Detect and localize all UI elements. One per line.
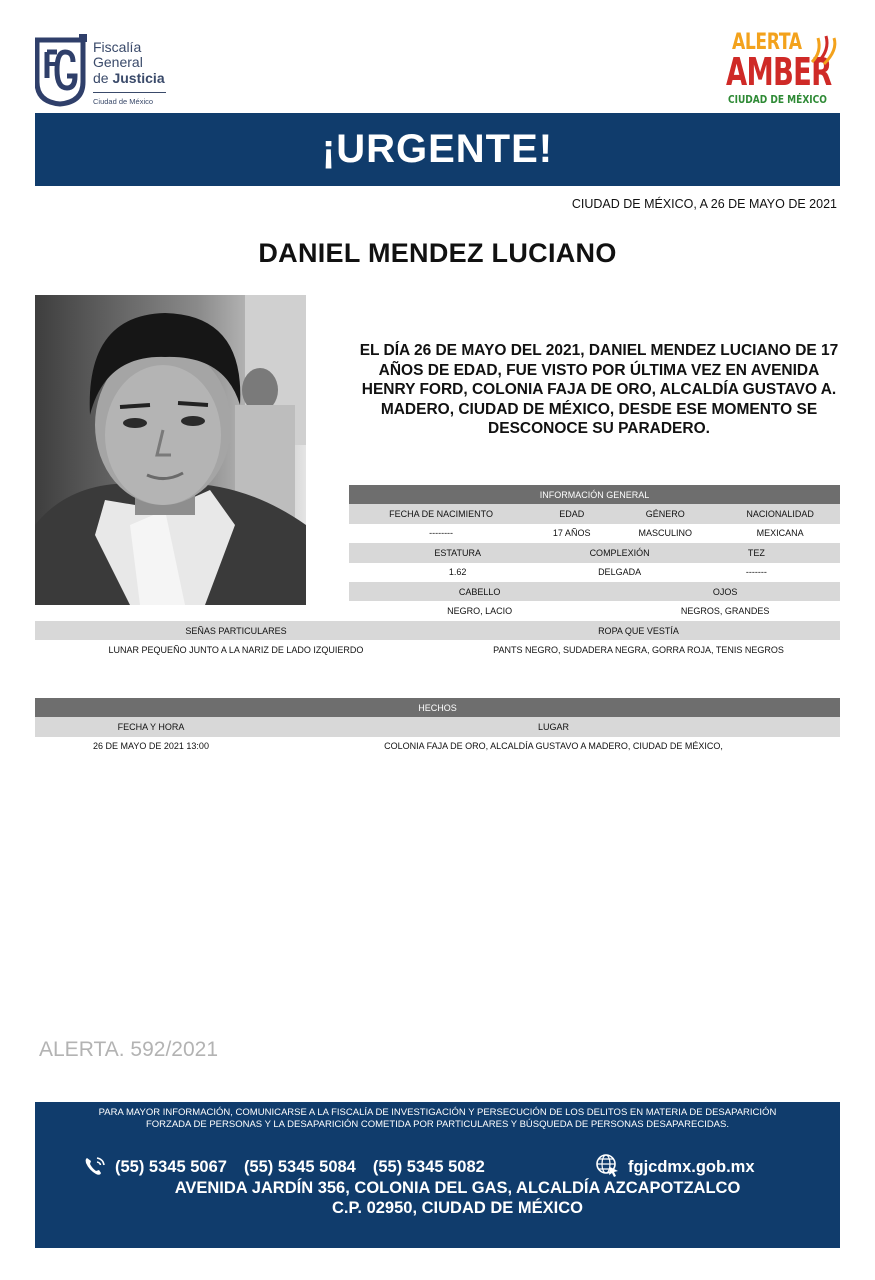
fgj-logo-line1: Fiscalía bbox=[93, 39, 142, 55]
value-build: DELGADA bbox=[598, 567, 642, 578]
value-clothing: PANTS NEGRO, SUDADERA NEGRA, GORRA ROJA, TENIS NEGROS bbox=[493, 645, 784, 656]
facts-values bbox=[35, 737, 840, 756]
general-info-table bbox=[349, 485, 840, 621]
value-nationality: MEXICANA bbox=[756, 528, 804, 539]
header-birthdate: FECHA DE NACIMIENTO bbox=[389, 509, 493, 520]
amber-logo-line1: ALERTA bbox=[732, 30, 802, 55]
fgj-logo-line3-prefix: de bbox=[93, 70, 113, 86]
info-row1-values bbox=[349, 524, 840, 543]
value-eyes: NEGROS, GRANDES bbox=[680, 606, 770, 617]
facts-headers bbox=[35, 717, 840, 736]
header-height: ESTATURA bbox=[434, 547, 482, 558]
globe-icon bbox=[594, 1153, 620, 1177]
header-hair: CABELLO bbox=[458, 586, 501, 597]
place-date: CIUDAD DE MÉXICO, A 26 DE MAYO DE 2021 bbox=[571, 197, 837, 211]
info-row1-headers bbox=[349, 504, 840, 523]
alert-number: ALERTA. 592/2021 bbox=[39, 1038, 219, 1061]
features-values bbox=[35, 640, 840, 659]
fgj-logo-line3 bbox=[93, 70, 165, 86]
fgj-logo-rule bbox=[93, 92, 166, 93]
value-complexion: ------- bbox=[745, 567, 767, 578]
value-hair: NEGRO, LACIO bbox=[447, 606, 513, 617]
urgent-banner: ¡URGENTE! bbox=[35, 113, 840, 186]
address-line1: AVENIDA JARDÍN 356, COLONIA DEL GAS, ALCALDÍA AZCAPOTZALCO bbox=[174, 1179, 741, 1197]
info-row3-values bbox=[349, 601, 840, 620]
value-height: 1.62 bbox=[448, 567, 467, 578]
header-age: EDAD bbox=[559, 509, 585, 520]
amber-logo-line3: CIUDAD DE MÉXICO bbox=[728, 93, 827, 106]
footer-info-line1: PARA MAYOR INFORMACIÓN, COMUNICARSE A LA FISCALÍA DE INVESTIGACIÓN Y PERSECUCIÓN DE LOS DELITOS EN MATERIA DE DESAPARICIÓN bbox=[98, 1107, 777, 1118]
phone-icon bbox=[83, 1155, 107, 1177]
phone-number-2[interactable]: (55) 5345 5084 bbox=[243, 1158, 356, 1176]
value-gender: MASCULINO bbox=[638, 528, 692, 539]
website-link[interactable]: fgjcdmx.gob.mx bbox=[628, 1158, 755, 1176]
phone-number-3[interactable]: (55) 5345 5082 bbox=[372, 1158, 485, 1176]
header-complexion: TEZ bbox=[747, 547, 765, 558]
header-nationality: NACIONALIDAD bbox=[746, 509, 814, 520]
footer-info-line2: FORZADA DE PERSONAS Y LA DESAPARICIÓN COMETIDA POR PARTICULARES Y BÚSQUEDA DE PERSONAS DESAPARECIDAS. bbox=[145, 1119, 729, 1130]
facts-table bbox=[35, 698, 840, 756]
value-distinguishing-marks: LUNAR PEQUEÑO JUNTO A LA NARIZ DE LADO IZQUIERDO bbox=[108, 645, 364, 656]
value-birthdate: -------- bbox=[429, 528, 454, 539]
footer-info bbox=[35, 1107, 840, 1131]
info-row2-headers bbox=[349, 543, 840, 562]
header-distinguishing-marks: SEÑAS PARTICULARES bbox=[185, 625, 287, 636]
info-row2-values bbox=[349, 563, 840, 582]
header-place: LUGAR bbox=[537, 722, 569, 733]
facts-title: HECHOS bbox=[35, 698, 840, 717]
disappearance-description: EL DÍA 26 DE MAYO DEL 2021, DANIEL MENDEZ LUCIANO DE 17 AÑOS DE EDAD, FUE VISTO POR ÚLTIMA VEZ EN AVENIDA HENRY FORD, COLONIA FAJA DE ORO, ALCALDÍA GUSTAVO A. MADERO, CIUDAD DE MÉXICO, DESDE ESE MOMENTO SE DESCONOCE SU PARADERO. bbox=[359, 342, 839, 437]
header-clothing: ROPA QUE VESTÍA bbox=[598, 625, 679, 636]
fgj-logo-line3-bold: Justicia bbox=[112, 70, 165, 86]
fgj-logo-line2: General bbox=[93, 54, 143, 70]
general-info-title: INFORMACIÓN GENERAL bbox=[349, 485, 840, 504]
fgj-logo-line4: Ciudad de México bbox=[93, 97, 154, 106]
amber-logo-line2: AMBER bbox=[726, 50, 832, 94]
features-headers bbox=[35, 621, 840, 640]
header-build: COMPLEXIÓN bbox=[589, 547, 650, 558]
phone-number-1[interactable]: (55) 5345 5067 bbox=[115, 1158, 227, 1176]
missing-person-photo bbox=[35, 295, 306, 605]
value-age: 17 AÑOS bbox=[552, 528, 591, 539]
contact-footer bbox=[35, 1102, 840, 1248]
info-row3-headers bbox=[349, 582, 840, 601]
features-table bbox=[35, 621, 840, 660]
amber-signal-icon bbox=[808, 32, 840, 66]
header-gender: GÉNERO bbox=[645, 509, 685, 520]
header-eyes: OJOS bbox=[712, 586, 738, 597]
value-date-time: 26 DE MAYO DE 2021 13:00 bbox=[93, 741, 209, 752]
person-name: DANIEL MENDEZ LUCIANO bbox=[258, 238, 617, 268]
alerta-amber-logo bbox=[726, 28, 841, 108]
header-date-time: FECHA Y HORA bbox=[117, 722, 185, 733]
address-line2: C.P. 02950, CIUDAD DE MÉXICO bbox=[332, 1199, 583, 1217]
portrait-image bbox=[35, 295, 306, 605]
phone-numbers bbox=[115, 1158, 502, 1177]
fgj-logo-text bbox=[93, 39, 165, 106]
value-place: COLONIA FAJA DE ORO, ALCALDÍA GUSTAVO A MADERO, CIUDAD DE MÉXICO, bbox=[384, 741, 723, 752]
